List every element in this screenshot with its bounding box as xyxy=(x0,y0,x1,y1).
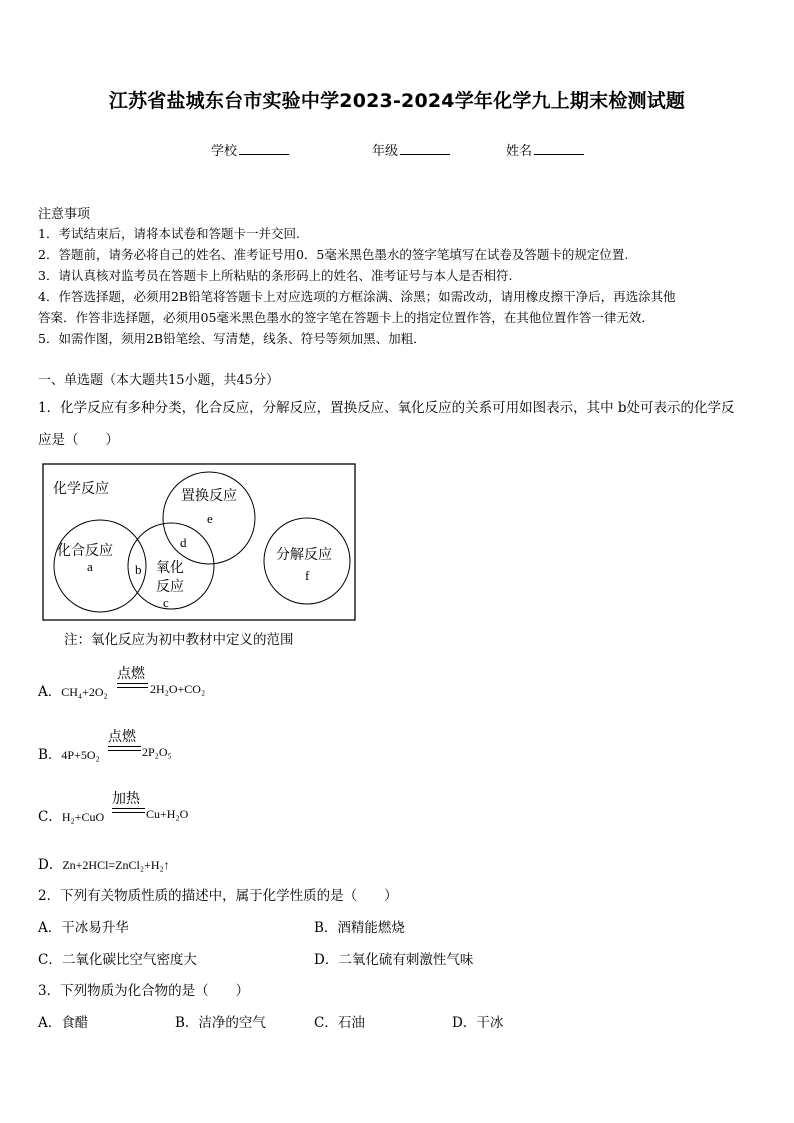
q1-option-b[interactable] xyxy=(38,743,100,763)
notice-item: 答案．作答非选择题，必须用05毫米黑色墨水的签字笔在答题卡上的指定位置作答，在其他位置作答一律无效． xyxy=(38,310,654,325)
oxidation-label-1: 氧化 xyxy=(156,560,184,576)
option-c-products: Cu+H₂O xyxy=(146,807,189,821)
option-b-reactants: 4P+5O₂ xyxy=(61,748,100,762)
displacement-label: 置换反应 xyxy=(181,488,237,504)
notice-heading: 注意事项 xyxy=(38,207,91,222)
q1-stem-line2: 应是（ ） xyxy=(38,432,119,448)
oxidation-label-2: 反应 xyxy=(156,579,184,595)
option-b-equals xyxy=(108,746,141,751)
q2-option-b[interactable]: B．酒精能燃烧 xyxy=(314,920,405,936)
option-d-equation: Zn+2HCl=ZnCl₂+H₂↑ xyxy=(62,858,170,872)
section-heading: 一、单选题（本大题共15小题，共45分） xyxy=(38,373,280,388)
notice-item: 5．如需作图，须用2B铅笔绘、写清楚，线条、符号等须加黑、加粗． xyxy=(38,331,426,346)
notice-item: 4．作答选择题，必须用2B铅笔将答题卡上对应选项的方框涂满、涂黑；如需改动，请用橡皮擦干净后，再选涂其他 xyxy=(38,289,676,304)
name-field xyxy=(506,140,584,159)
combination-circle xyxy=(54,520,146,612)
option-b-condition: 点燃 xyxy=(108,729,136,745)
option-c-reactants: H₂+CuO xyxy=(61,810,105,824)
grade-blank xyxy=(400,141,450,155)
option-a-equals xyxy=(117,683,148,688)
region-e: e xyxy=(207,511,213,526)
q3-option-b[interactable]: B．洁净的空气 xyxy=(175,1015,266,1031)
diagram-caption: 注：氧化反应为初中教材中定义的范围 xyxy=(64,632,294,648)
option-c-equals xyxy=(112,808,145,813)
option-d-label: D． xyxy=(38,857,63,873)
notice-item: 1．考试结束后，请将本试卷和答题卡一并交回. xyxy=(38,226,300,241)
q2-option-c[interactable]: C．二氧化碳比空气密度大 xyxy=(38,952,197,968)
region-b: b xyxy=(135,562,142,577)
q2-option-d[interactable]: D．二氧化硫有刺激性气味 xyxy=(314,952,474,968)
q1-stem-line1: 1．化学反应有多种分类，化合反应，分解反应，置换反应、氧化反应的关系可用如图表示，其中 b处可表示的化学反 xyxy=(38,400,735,416)
decomposition-label: 分解反应 xyxy=(276,547,332,563)
q2-option-a[interactable]: A．干冰易升华 xyxy=(38,920,129,936)
option-a-condition: 点燃 xyxy=(117,666,145,682)
name-label: 姓名 xyxy=(506,144,533,159)
q3-option-d[interactable]: D．干冰 xyxy=(452,1015,504,1031)
option-b-label: B． xyxy=(38,747,62,763)
notice-item: 2．答题前，请务必将自己的姓名、准考证号用0．5毫米黑色墨水的签字笔填写在试卷及答题卡的规定位置. xyxy=(38,247,629,262)
chemical-reaction-label: 化学反应 xyxy=(53,481,109,497)
name-blank xyxy=(534,141,584,155)
q1-option-a[interactable] xyxy=(38,680,108,700)
notice-item: 3．请认真核对监考员在答题卡上所粘贴的条形码上的姓名、准考证号与本人是否相符. xyxy=(38,268,513,283)
combination-label: 化合反应 xyxy=(57,543,113,559)
region-a: a xyxy=(87,559,93,574)
region-f: f xyxy=(305,568,310,583)
q1-option-c[interactable] xyxy=(38,805,104,825)
region-c: c xyxy=(163,595,169,610)
q3-stem: 3．下列物质为化合物的是（ ） xyxy=(38,983,250,999)
option-c-condition: 加热 xyxy=(112,791,140,807)
q3-option-c[interactable]: C．石油 xyxy=(314,1015,365,1031)
option-a-label: A． xyxy=(38,684,62,700)
q1-option-d[interactable] xyxy=(38,853,170,873)
school-label: 学校 xyxy=(211,144,238,159)
school-blank xyxy=(239,141,289,155)
region-d: d xyxy=(180,535,187,550)
q2-stem: 2．下列有关物质性质的描述中，属于化学性质的是（ ） xyxy=(38,888,398,904)
option-a-reactants: CH₄+2O₂ xyxy=(61,685,108,699)
page-title: 江苏省盐城东台市实验中学2023-2024学年化学九上期末检测试题 xyxy=(108,90,686,112)
school-field xyxy=(211,140,289,159)
option-c-label: C． xyxy=(38,809,62,825)
venn-diagram xyxy=(42,462,358,622)
option-b-products: 2P₂O₅ xyxy=(142,745,172,759)
option-a-products: 2H₂O+CO₂ xyxy=(150,682,206,696)
grade-field xyxy=(372,140,450,159)
grade-label: 年级 xyxy=(372,144,399,159)
q3-option-a[interactable]: A．食醋 xyxy=(38,1015,89,1031)
